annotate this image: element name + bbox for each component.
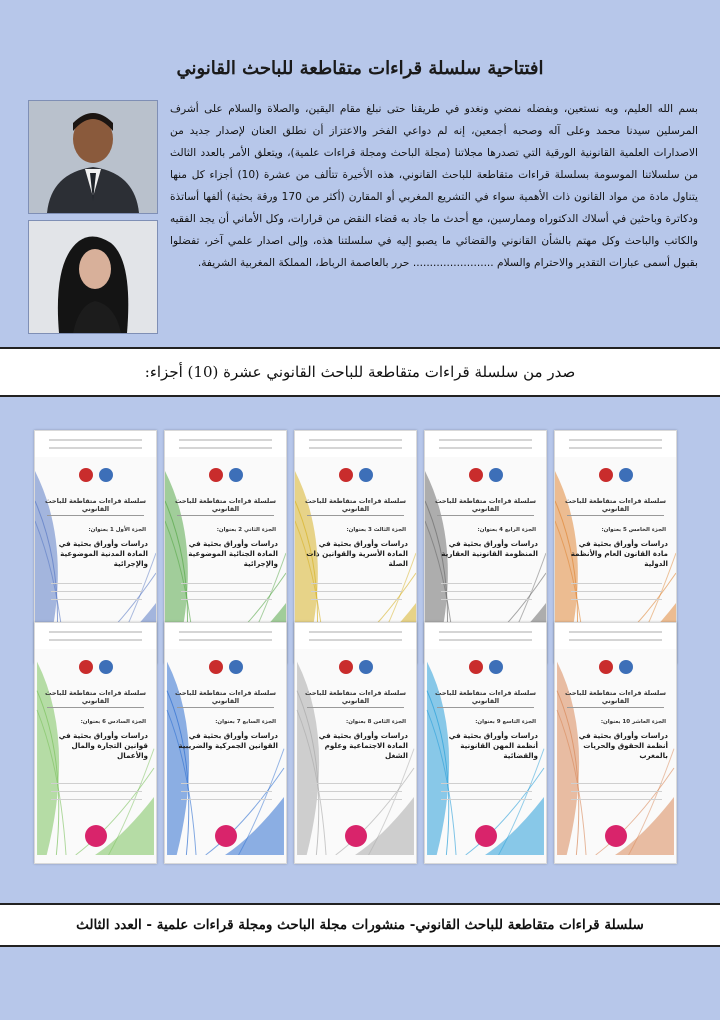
journal-logo-icon <box>359 468 373 482</box>
journal-logo-icon <box>79 660 93 674</box>
cover-header-strip <box>165 623 286 649</box>
journal-logo-icon <box>469 660 483 674</box>
cover-header-strip <box>555 431 676 457</box>
cover-header-strip <box>295 431 416 457</box>
cover-header-strip <box>165 431 286 457</box>
cover-logos <box>425 467 546 491</box>
cover-series-label: سلسلة قراءات متقاطعة للباحث القانوني <box>305 497 406 513</box>
cover-header-strip <box>35 623 156 649</box>
journal-logo-icon <box>99 660 113 674</box>
footer-band <box>0 903 720 947</box>
portrait-woman-icon <box>29 221 157 333</box>
cover-part-label: الجزء الثاني 2 بعنوان: <box>216 527 276 533</box>
cover-part-label: الجزء التاسع 9 بعنوان: <box>475 719 536 725</box>
journal-logo-icon <box>599 468 613 482</box>
journal-logo-icon <box>619 660 633 674</box>
publisher-seal-icon <box>85 825 107 847</box>
cover-logos <box>165 659 286 683</box>
cover-header-strip <box>555 623 676 649</box>
journal-logo-icon <box>209 468 223 482</box>
journal-logo-icon <box>489 468 503 482</box>
cover-part-label: الجزء العاشر 10 بعنوان: <box>600 719 666 725</box>
cover-logos <box>35 659 156 683</box>
cover-header-strip <box>35 431 156 457</box>
cover-logos <box>35 467 156 491</box>
page-title: افتتاحية سلسلة قراءات متقاطعة للباحث القانوني <box>176 58 544 79</box>
publisher-seal-icon <box>345 825 367 847</box>
cover-series-label: سلسلة قراءات متقاطعة للباحث القانوني <box>565 497 666 513</box>
cover-title: دراسات وأوراق بحثية في المادة الجنائية الموضوعية والإجرائية <box>188 539 278 568</box>
cover-series-label: سلسلة قراءات متقاطعة للباحث القانوني <box>565 689 666 705</box>
cover-series-label: سلسلة قراءات متقاطعة للباحث القانوني <box>305 689 406 705</box>
publisher-seal-icon <box>605 825 627 847</box>
book-cover <box>34 622 157 864</box>
subtitle-band <box>0 347 720 397</box>
cover-series-label: سلسلة قراءات متقاطعة للباحث القانوني <box>175 689 276 705</box>
cover-title: دراسات وأوراق بحثية في المادة المدنية الموضوعية والإجرائية <box>58 539 148 568</box>
cover-logos <box>555 659 676 683</box>
cover-logos <box>425 659 546 683</box>
subtitle-text: صدر من سلسلة قراءات متقاطعة للباحث القانوني عشرة (10) أجزاء: <box>144 363 576 381</box>
cover-part-label: الجزء الخامس 5 بعنوان: <box>601 527 666 533</box>
cover-part-label: الجزء السابع 7 بعنوان: <box>215 719 276 725</box>
cover-logos <box>555 467 676 491</box>
cover-part-label: الجزء السادس 6 بعنوان: <box>80 719 146 725</box>
journal-logo-icon <box>229 468 243 482</box>
cover-series-label: سلسلة قراءات متقاطعة للباحث القانوني <box>435 497 536 513</box>
cover-title: دراسات وأوراق بحثية في أنظمة الحقوق والحريات بالمغرب <box>578 731 668 760</box>
cover-part-label: الجزء الرابع 4 بعنوان: <box>477 527 536 533</box>
cover-header-strip <box>295 623 416 649</box>
book-cover <box>164 622 287 864</box>
publisher-seal-icon <box>475 825 497 847</box>
cover-series-label: سلسلة قراءات متقاطعة للباحث القانوني <box>45 497 146 513</box>
cover-title: دراسات وأوراق بحثية في قوانين التجارة والمال والأعمال <box>58 731 148 760</box>
journal-logo-icon <box>79 468 93 482</box>
journal-logo-icon <box>209 660 223 674</box>
cover-part-label: الجزء الثالث 3 بعنوان: <box>346 527 406 533</box>
cover-title: دراسات وأوراق بحثية في أنظمة المهن القانونية والقضائية <box>448 731 538 760</box>
cover-logos <box>165 467 286 491</box>
cover-logos <box>295 467 416 491</box>
book-cover <box>424 622 547 864</box>
cover-series-label: سلسلة قراءات متقاطعة للباحث القانوني <box>435 689 536 705</box>
cover-part-label: الجزء الأول 1 بعنوان: <box>88 527 146 533</box>
portrait-man-icon <box>29 101 157 213</box>
book-cover <box>294 622 417 864</box>
cover-part-label: الجزء الثامن 8 بعنوان: <box>346 719 406 725</box>
journal-logo-icon <box>599 660 613 674</box>
cover-title: دراسات وأوراق بحثية في المادة الأسرية والقوانين ذات الصلة <box>306 539 408 568</box>
journal-logo-icon <box>339 468 353 482</box>
journal-logo-icon <box>339 660 353 674</box>
journal-logo-icon <box>99 468 113 482</box>
book-cover <box>554 622 677 864</box>
cover-title: دراسات وأوراق بحثية في المادة الاجتماعية وعلوم الشغل <box>318 731 408 760</box>
journal-logo-icon <box>229 660 243 674</box>
intro-paragraph: بسم الله العليم، وبه نستعين، وبفضله نمضي ونغدو في طريقنا حتى نبلغ مقام اليقين، والصلاة والسلام على أشرف المرسلين سيدنا محمد وعلى آله وصحبه أجمعين، إنه لم دواعي الفخر والاعتزاز أن نطلق العنان لإصدار جديد من الاصدارات العلمية القانونية الورقية التي تصدرها مجلاتنا (مجلة الباحث ومجلة قراءات علمية)، ويتعلق الأمر بالعدد الثالث من سلسلاتنا الموسومة بسلسلة قراءات متقاطعة للباحث القانوني، هذه الأخيرة تتألف من عشرة (10) أجزاء كل منها يتناول مادة من مواد القانون ذات الأهمية سواء في التشريع المغربي أو المقارن (أكثر من 170 ورقة بحثية) ألفها أساتذة ودكاترة وباحثين في أسلاك الدكتوراه وممارسين، مع أحدث ما جاد به قضاء النقض من قرارات، وكل الأماني أن يجد الفقيه والكاتب والباحث وكل مهتم بالشأن القانوني والقضائي ما يصبو إليه في سلسلتنا هذه، وإلى اصدار علمي آخر، تفضلوا بقبول أسمى عبارات التقدير والاحترام والسلام ........................ حرر بالعاصمة الرباط، المملكة المغربية الشريفة. <box>170 103 699 269</box>
author-photo-woman <box>28 220 158 334</box>
cover-title: دراسات وأوراق بحثية في مادة القانون العام والأنظمة الدولية <box>570 539 668 568</box>
author-photo-man <box>28 100 158 214</box>
footer-text: سلسلة قراءات متقاطعة للباحث القانوني- منشورات مجلة الباحث ومجلة قراءات علمية - العدد الثالث <box>76 917 644 933</box>
cover-header-strip <box>425 623 546 649</box>
cover-series-label: سلسلة قراءات متقاطعة للباحث القانوني <box>45 689 146 705</box>
journal-logo-icon <box>469 468 483 482</box>
publisher-seal-icon <box>215 825 237 847</box>
cover-title: دراسات وأوراق بحثية في المنظومة القانونية العقارية <box>441 539 538 558</box>
cover-header-strip <box>425 431 546 457</box>
journal-logo-icon <box>619 468 633 482</box>
journal-logo-icon <box>489 660 503 674</box>
cover-series-label: سلسلة قراءات متقاطعة للباحث القانوني <box>175 497 276 513</box>
cover-logos <box>295 659 416 683</box>
cover-title: دراسات وأوراق بحثية في القوانين الجمركية والضريبية <box>178 731 278 750</box>
journal-logo-icon <box>359 660 373 674</box>
